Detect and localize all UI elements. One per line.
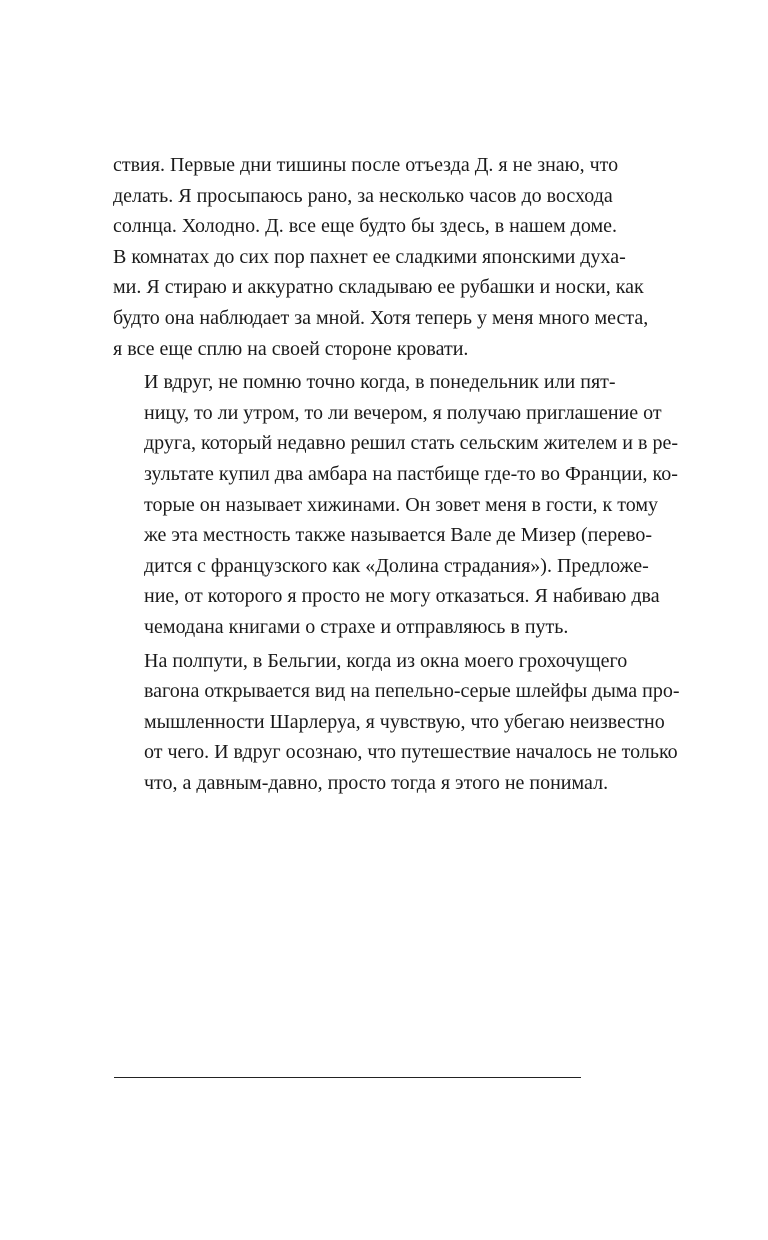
text-line: друга, который недавно решил стать сельским жителем и в ре- [144,432,678,455]
text-line: И вдруг, не помню точно когда, в понедельник или пят- [144,371,616,394]
text-line: мышленности Шарлеруа, я чувствую, что убегаю неизвестно [144,710,665,733]
text-line: торые он называет хижинами. Он зовет меня в гости, к тому [144,493,658,516]
page-divider-line [114,1077,581,1078]
text-line: ницу, то ли утром, то ли вечером, я получаю приглашение от [144,401,662,424]
text-line: зультате купил два амбара на пастбище где-то во Франции, ко- [144,462,678,485]
paragraph-2 [113,367,678,642]
text-line: В комнатах до сих пор пахнет ее сладкими японскими духа- [113,245,626,268]
text-line: вагона открывается вид на пепельно-серые шлейфы дыма про- [144,680,680,703]
text-line: На полпути, в Бельгии, когда из окна моего грохочущего [144,649,628,672]
text-line: ми. Я стираю и аккуратно складываю ее рубашки и носки, как [113,276,644,299]
text-line: будто она наблюдает за мной. Хотя теперь у меня много места, [113,306,649,329]
text-line: ствия. Первые дни тишины после отъезда Д. я не знаю, что [113,154,619,176]
text-line: что, а давным-давно, просто тогда я этого не понимал. [144,771,609,794]
text-line: дится с французского как «Долина страдания»). Предложе- [144,554,649,577]
paragraph-3 [113,646,680,799]
text-line: же эта местность также называется Вале де Мизер (перево- [144,524,653,547]
text-line: ние, от которого я просто не могу отказаться. Я набиваю два [144,585,660,608]
text-line: чемодана книгами о страхе и отправляюсь в путь. [144,615,569,638]
text-line: я все еще сплю на своей стороне кровати. [113,337,469,360]
body-text [113,150,680,798]
paragraph-1 [113,150,649,364]
text-line: от чего. И вдруг осознаю, что путешествие началось не только [144,741,678,764]
text-line: делать. Я просыпаюсь рано, за несколько часов до восхода [113,184,613,207]
text-line: солнца. Холодно. Д. все еще будто бы здесь, в нашем доме. [113,215,617,238]
